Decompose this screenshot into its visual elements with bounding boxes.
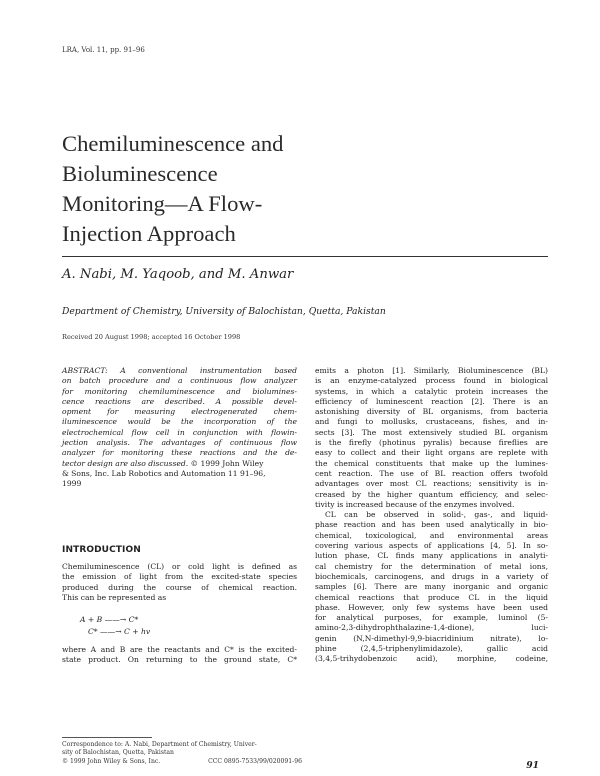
body-line: genin (N,N-dimethyl-9,9-biacridinium nitrate), lo- [315, 633, 548, 643]
abstract [62, 366, 297, 490]
body-line: phine (2,4,5-triphenylimidazole), gallic acid [315, 644, 548, 654]
running-head: LRA, Vol. 11, pp. 91–96 [62, 46, 145, 54]
abstract-line: opment for measuring electrogenerated chem- [62, 407, 297, 417]
body-line: tivity is increased because of the enzymes involved. [315, 499, 515, 509]
footnote-rule [62, 737, 152, 738]
footnote-copyright: © 1999 John Wiley & Sons, Inc. [62, 758, 161, 765]
abstract-line: ABSTRACT: A conventional instrumentation based [62, 366, 297, 375]
body-line: cent reaction. The use of BL reaction offers twofold [315, 468, 548, 478]
authors: A. Nabi, M. Yaqoob, and M. Anwar [62, 267, 294, 282]
body-line: produced during the course of chemical reaction. [62, 582, 297, 592]
equation-2: C* ——→ C + hv [88, 627, 151, 636]
body-line: is the firefly (photinus pyralis) because fireflies are [315, 438, 548, 448]
title-rule [62, 256, 548, 257]
body-line: systems, in which a catalytic protein increases the [315, 386, 548, 396]
body-line: (3,4,5-trihydobenzoic acid), morphine, codeine, [315, 654, 548, 664]
body-line: for analytical purposes, for example, luminol (5- [315, 613, 548, 623]
footnote-line: Correspondence to: A. Nabi, Department of Chemistry, Univer- [62, 741, 257, 748]
article-title [62, 129, 442, 249]
body-line: biochemicals, carcinogens, and drugs in a variety of [315, 571, 548, 581]
body-line: creased by the higher quantum efficiency, and selec- [315, 489, 548, 499]
received-dates: Received 20 August 1998; accepted 16 October 1998 [62, 333, 241, 341]
body-line: and fungi to mollusks, crustaceans, fishes, and in- [315, 417, 548, 427]
abstract-citation: & Sons, Inc. Lab Robotics and Automation 11 91–96, [62, 468, 266, 478]
body-line: phase. However, only few systems have been used [315, 602, 548, 612]
body-line: where A and B are the reactants and C* is the excited- [62, 645, 297, 654]
footnote-correspondence [62, 741, 302, 758]
body-line: This can be represented as [62, 592, 167, 602]
title-line: Chemiluminescence and [62, 131, 284, 156]
intro-paragraph [62, 562, 297, 603]
section-heading-introduction: INTRODUCTION [62, 545, 141, 555]
body-line: CL can be observed in solid-, gas-, and liquid- [325, 510, 548, 520]
page-number: 91 [526, 760, 539, 771]
footnote-copyright-row [62, 758, 302, 767]
body-line: chemical reactions that produce CL in the liquid [315, 592, 548, 602]
abstract-line: electrochemical flow cell in conjunction with flowin- [62, 427, 297, 437]
body-line: easy to collect and their light organs are replete with [315, 448, 548, 458]
body-line: samples [6]. There are many inorganic and organic [315, 582, 548, 592]
title-line: Injection Approach [62, 221, 236, 246]
body-line: astonishing diversity of BL organisms, from bacteria [315, 407, 548, 417]
equation-1: A + B ——→ C* [80, 615, 139, 624]
body-line: advantages over most CL reactions; sensitivity is in- [315, 479, 548, 489]
abstract-text: tector design are also discussed. [62, 458, 189, 468]
body-line: cal chemistry for the determination of metal ions, [315, 561, 548, 571]
abstract-citation: 1999 [62, 479, 82, 489]
footnote-ccc: CCC 0895-7533/99/020091-96 [208, 758, 302, 765]
title-line: Monitoring—A Flow- [62, 191, 263, 216]
body-line: sects [3]. The most extensively studied BL organism [315, 427, 548, 437]
abstract-line: for monitoring chemiluminescence and biolumines- [62, 386, 297, 396]
body-line: efficiency of luminescent reaction [2]. There is an [315, 396, 548, 406]
footnote-line: sity of Balochistan, Quetta, Pakistan [62, 749, 174, 757]
body-line: the emission of light from the excited-state species [62, 572, 297, 582]
affiliation: Department of Chemistry, University of Balochistan, Quetta, Pakistan [62, 306, 386, 317]
body-line: is an enzyme-catalyzed process found in biological [315, 376, 548, 386]
abstract-line: iluminescence would be the incorporation of the [62, 417, 297, 427]
abstract-line: jection analysis. The advantages of continuous flow [62, 438, 297, 448]
body-line: phase reaction and has been used analytically in bio- [315, 520, 548, 530]
body-line: lution phase, CL finds many applications in analyti- [315, 551, 548, 561]
title-line: Bioluminescence [62, 161, 218, 186]
body-line: the chemical constituents that make up the lumines- [315, 458, 548, 468]
abstract-line: on batch procedure and a continuous flow analyzer [62, 376, 297, 386]
body-line: Chemiluminescence (CL) or cold light is defined as [62, 562, 297, 571]
right-column [315, 366, 548, 665]
intro-paragraph-2 [62, 645, 297, 666]
body-line: state product. On returning to the ground state, C* [62, 655, 297, 665]
body-line: amino-2,3-dihydrophthalazine-1,4-dione), luci- [315, 623, 548, 633]
abstract-line: analyzer for monitoring these reactions and the de- [62, 448, 297, 458]
body-line: covering various aspects of applications [4, 5]. In so- [315, 541, 548, 551]
abstract-line: cence reactions are described. A possible devel- [62, 396, 297, 406]
body-line: chemical, toxicological, and environmental areas [315, 530, 548, 540]
body-line: emits a photon [1]. Similarly, Bioluminescence (BL) [315, 366, 548, 375]
abstract-copyright: © 1999 John Wiley [190, 458, 264, 468]
abstract-line [62, 459, 297, 469]
